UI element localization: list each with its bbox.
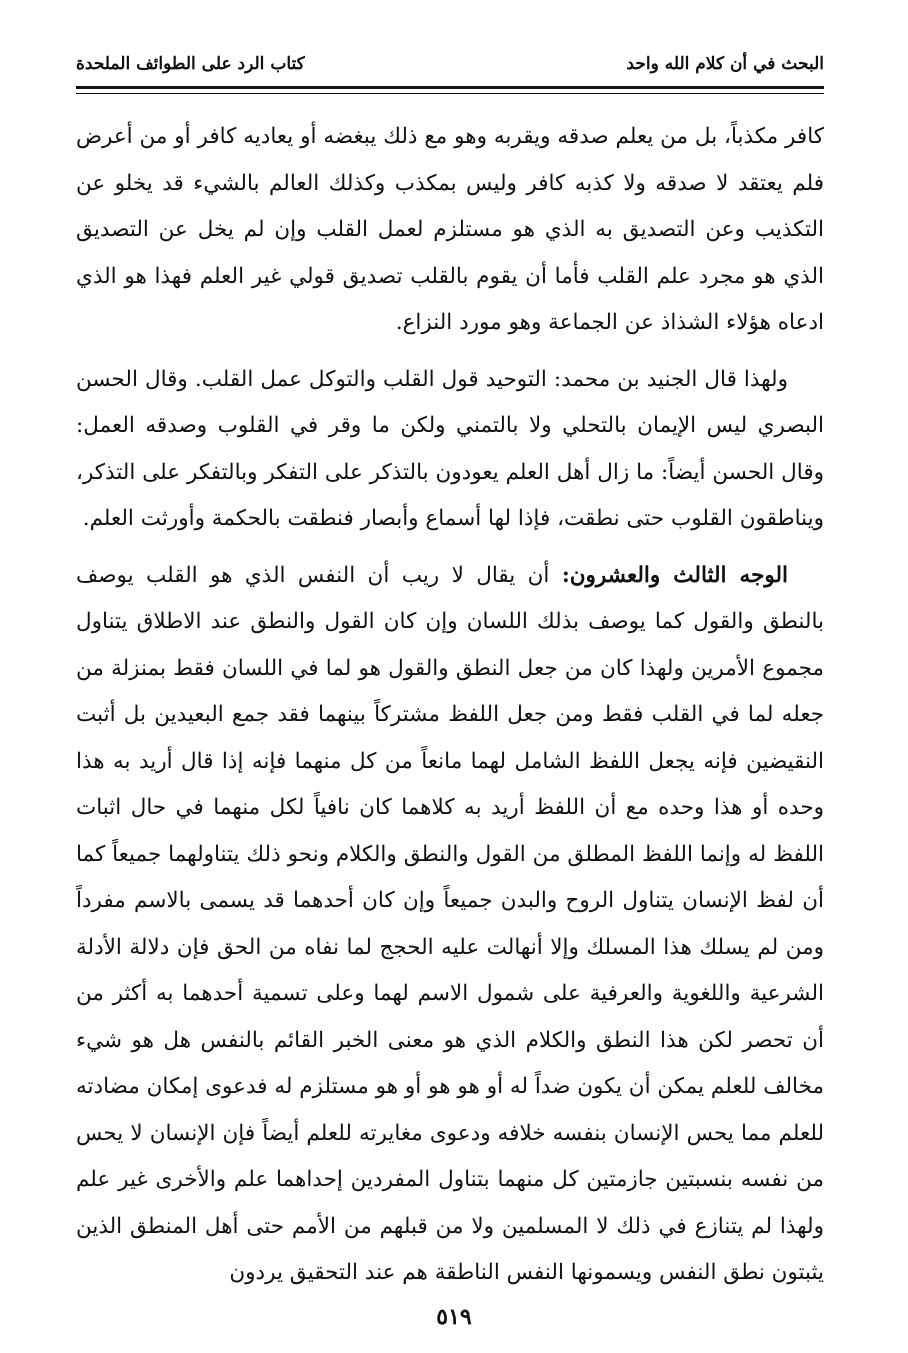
header-rule-thick bbox=[76, 86, 824, 89]
paragraph-2: ولهذا قال الجنيد بن محمد: التوحيد قول القلب والتوكل عمل القلب. وقال الحسن البصري ليس الإيمان بالتحلي ولا بالتمني ولكن ما وقر في القلوب وصدقه العمل: وقال الحسن أيضاً: ما زال أهل العلم يعودون بالتذكر على التفكر وبالتفكر على التذكر، ويناطقون القلوب حتى نطقت، فإذا لها أسماع وأبصار فنطقت بالحكمة وأورثت العلم. bbox=[76, 366, 824, 531]
header-rule-thin bbox=[76, 93, 824, 94]
page-number: ٥١٩ bbox=[436, 1304, 472, 1330]
header-book-title: كتاب الرد على الطوائف الملحدة bbox=[76, 54, 305, 74]
header-chapter-title: البحث في أن كلام الله واحد bbox=[626, 54, 824, 74]
paragraph-3-text: أن يقال لا ريب أن النفس الذي هو القلب يوصف بالنطق والقول كما يوصف بذلك اللسان وإن كان القول والنطق عند الاطلاق يتناول مجموع الأمرين ولهذا كان من جعل النطق والقول هو لما في اللسان فقط بمنزلة من جعله لما في القلب فقط ومن جعل اللفظ مشتركاً بينهما فقد جمع البعيدين بل أثبت النقيضين فإنه يجعل اللفظ الشامل لهما مانعاً من كل منهما فإنه إذا قال أريد به هذا وحده أو هذا وحده مع أن اللفظ أريد به كلاهما كان نافياً لكل منهما في حال اثبات اللفظ له وإنما اللفظ المطلق من القول والنطق والكلام ونحو ذلك يتناولهما جميعاً كما أن لفظ الإنسان يتناول الروح والبدن جميعاً وإن كان أحدهما قد يسمى بالاسم مفرداً ومن لم يسلك هذا المسلك وإلا أنهالت عليه الحجج لما نفاه من الحق فإن دلالة الأدلة الشرعية واللغوية والعرفية على شمول الاسم لهما وعلى تسمية أحدهما به أكثر من أن تحصر لكن هذا النطق والكلام الذي هو معنى الخبر القائم بالنفس هل هو شيء مخالف للعلم يمكن أن يكون ضداً له أو هو هو أو هو مستلزم له فدعوى إمكان مضادته للعلم مما يحس الإنسان بنفسه خلافه ودعوى مغايرته للعلم أيضاً فإن الإنسان لا يحس من نفسه بنسبتين جازمتين كل منهما بتناول المفردين إحداهما علم والأخرى غير علم ولهذا لم يتنازع في ذلك لا المسلمين ولا من قبلهم من الأمم حتى أهل المنطق الذين يثبتون نطق النفس ويسمونها النفس الناطقة هم عند التحقيق يردون bbox=[76, 562, 824, 1285]
paragraph-1: كافر مكذباً، بل من يعلم صدقه ويقربه وهو مع ذلك يبغضه أو يعاديه كافر أو من أعرض فلم يعتقد لا صدقه ولا كذبه كافر وليس بمكذب وكذلك العالم بالشيء قد يخلو عن التكذيب وعن التصديق به الذي هو مستلزم لعمل القلب وإن لم يخل عن التصديق الذي هو مجرد علم القلب فأما أن يقوم بالقلب تصديق قولي غير العلم فهذا هو الذي ادعاه هؤلاء الشذاذ عن الجماعة وهو مورد النزاع. bbox=[76, 124, 824, 335]
running-header bbox=[76, 50, 824, 86]
paragraph-3 bbox=[76, 553, 824, 1297]
section-heading: الوجه الثالث والعشرون: bbox=[561, 562, 788, 588]
main-text bbox=[76, 114, 824, 1297]
